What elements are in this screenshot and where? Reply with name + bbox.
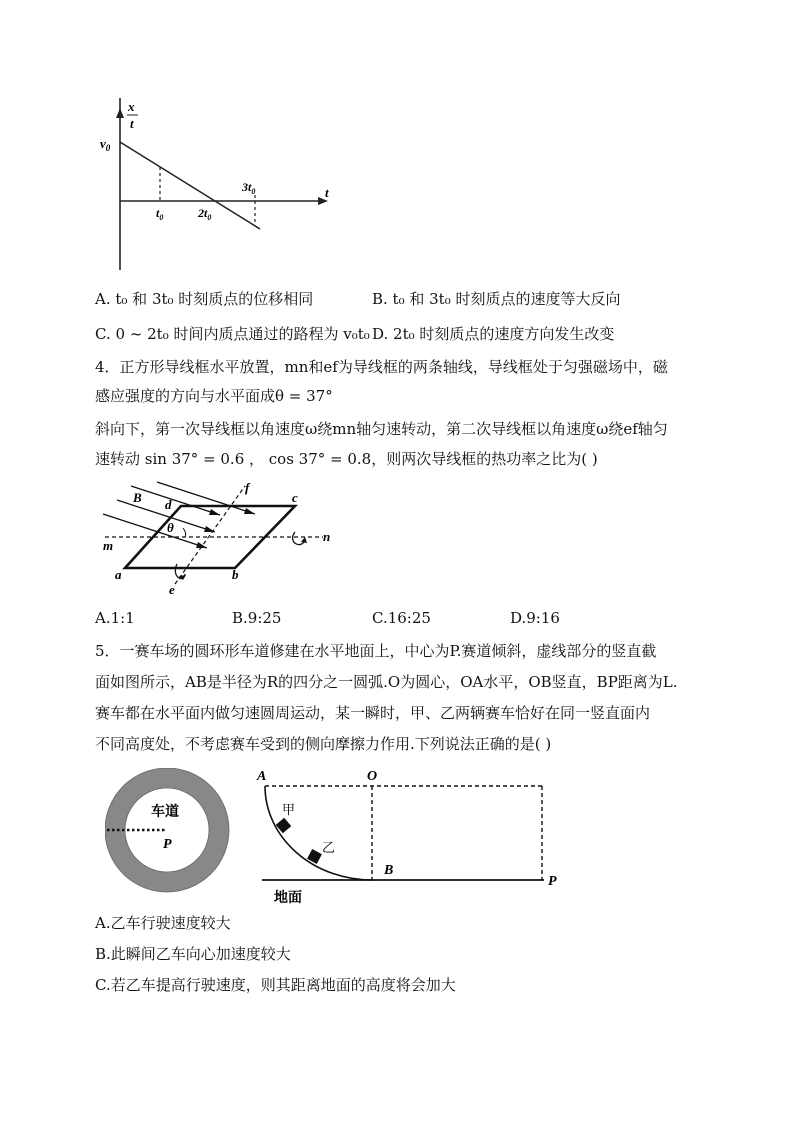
label-A: A — [257, 769, 267, 784]
label-jia: 甲 — [282, 802, 296, 817]
q4-option-b: B.9:25 — [232, 609, 282, 627]
q3-option-c: C. 0 ~ 2t₀ 时间内质点通过的路程为 v₀t₀ — [95, 325, 370, 343]
label-n: n — [323, 529, 331, 544]
label-O: O — [367, 769, 378, 784]
q5-option-a: A.乙车行驶速度较大 — [95, 914, 231, 932]
y-axis-label-den: t — [130, 116, 134, 131]
q5-line-3: 赛车都在水平面内做匀速圆周运动，某一瞬时，甲、乙两辆赛车恰好在同一竖直面内 — [95, 704, 651, 722]
rotation-arrowhead-n — [301, 537, 307, 543]
track-ring — [115, 778, 219, 882]
x-over-t-graph — [95, 98, 345, 278]
q4-option-c: C.16:25 — [372, 609, 431, 627]
track-cross-section-diagram — [252, 762, 572, 910]
q4-option-a: A.1:1 — [95, 609, 135, 627]
center-P-label: P — [163, 837, 172, 852]
label-e: e — [169, 582, 175, 597]
3t0-label: $3t_0$ — [242, 180, 256, 196]
label-d: d — [165, 497, 172, 512]
q3-option-a: A. t₀ 和 3t₀ 时刻质点的位移相同 — [95, 290, 314, 308]
ring-track-diagram — [105, 768, 230, 893]
x-axis-label: t — [325, 185, 329, 200]
q4-line-2: 感应强度的方向与水平面成θ = 37° — [95, 387, 333, 405]
q5-option-c: C.若乙车提高行驶速度，则其距离地面的高度将会加大 — [95, 976, 456, 994]
q5-line-1: 5．一赛车场的圆环形车道修建在水平地面上，中心为P.赛道倾斜，虚线部分的竖直截 — [95, 642, 657, 660]
q5-line-4: 不同高度处，不考虑赛车受到的侧向摩擦力作用.下列说法正确的是( ) — [95, 735, 552, 753]
q5-option-b: B.此瞬间乙车向心加速度较大 — [95, 945, 291, 963]
2t0-label: $2t_0$ — [198, 206, 212, 222]
track-label: 车道 — [151, 805, 179, 820]
wire-frame-diagram — [95, 480, 365, 598]
label-theta: θ — [167, 520, 174, 535]
arc-AB — [265, 786, 372, 880]
q3-option-d: D. 2t₀ 时刻质点的速度方向发生改变 — [372, 325, 615, 343]
q4-line-1: 4．正方形导线框水平放置，mn和ef为导线框的两条轴线，导线框处于匀强磁场中，磁 — [95, 358, 668, 376]
q4-line-4: 速转动 sin 37° = 0.6 ， cos 37° = 0.8，则两次导线框的热功率之比为( ) — [95, 450, 598, 468]
y-axis-label-num: x — [128, 99, 135, 114]
q3-option-b: B. t₀ 和 3t₀ 时刻质点的速度等大反向 — [372, 290, 621, 308]
t0-label: $t_0$ — [156, 206, 164, 222]
y-axis-arrow — [116, 108, 124, 118]
rotation-arrow-n — [293, 532, 305, 545]
label-m: m — [103, 538, 114, 553]
label-P: P — [548, 874, 557, 889]
label-b: b — [232, 567, 239, 582]
theta-arc — [183, 528, 186, 537]
label-yi: 乙 — [322, 840, 336, 855]
label-a: a — [115, 567, 122, 582]
q4-option-d: D.9:16 — [510, 609, 560, 627]
graph-line — [120, 142, 260, 229]
label-ground: 地面 — [274, 891, 302, 906]
label-B: B — [133, 490, 142, 505]
magnetic-field-lines — [103, 482, 255, 548]
label-c: c — [292, 490, 298, 505]
q4-line-3: 斜向下，第一次导线框以角速度ω绕mn轴匀速转动，第二次导线框以角速度ω绕ef轴匀 — [95, 420, 668, 438]
label-B: B — [384, 863, 394, 878]
v0-label: $v_0$ — [100, 136, 111, 153]
label-f: f — [245, 480, 250, 495]
q5-line-2: 面如图所示，AB是半径为R的四分之一圆弧.O为圆心，OA水平，OB竖直，BP距离为L. — [95, 673, 678, 691]
